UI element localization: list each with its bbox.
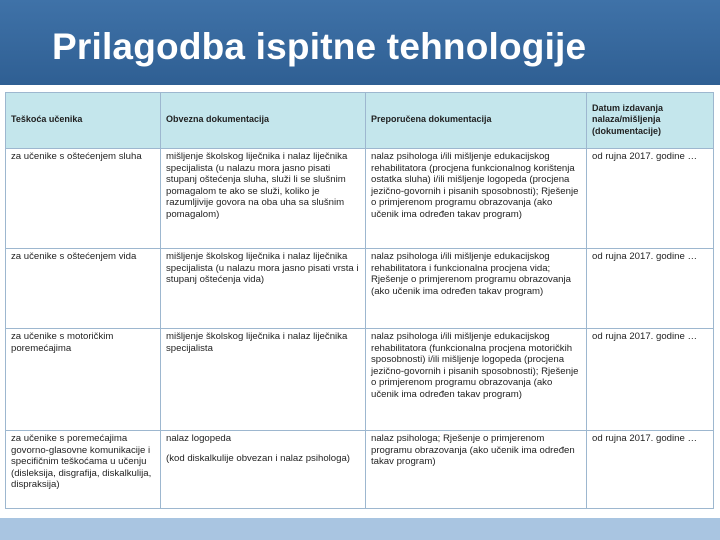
cell-mandatory (161, 431, 366, 509)
header-recommended: Preporučena dokumentacija (366, 93, 587, 149)
cell-recommended: nalaz psihologa i/ili mišljenje edukacijskog rehabilitatora (funkcionalna procjena motoričkih sposobnosti) i/ili mišljenje logopeda (procjena jezično-govornih i pisanih sposobnosti); Rješenje o primjerenom programu obrazovanja (ako učenik ima određen takav program) (366, 329, 587, 431)
slide-title: Prilagodba ispitne tehnologije (52, 26, 587, 67)
header-mandatory: Obvezna dokumentacija (161, 93, 366, 149)
cell-recommended: nalaz psihologa; Rješenje o primjerenom programu obrazovanja (ako učenik ima određen takav program) (366, 431, 587, 509)
cell-recommended: nalaz psihologa i/ili mišljenje edukacijskog rehabilitatora i funkcionalna procjena vida; Rješenje o primjerenom programu obrazovanja (ako učenik ima određen takav program) (366, 249, 587, 329)
cell-mandatory-note: (kod diskalkulije obvezan i nalaz psihologa) (166, 452, 350, 464)
cell-mandatory: mišljenje školskog liječnika i nalaz liječnika specijalista (u nalazu mora jasno pisati stupanj oštećenja sluha, služi li se slušnim pomagalom te ako se služi, koliko je razumljivije govora na oba uha sa slušnim pomagalom) (161, 149, 366, 249)
header-date: Datum izdavanja nalaza/mišljenja (dokumentacije) (587, 93, 714, 149)
table-row (6, 249, 714, 329)
cell-date: od rujna 2017. godine … (587, 329, 714, 431)
cell-difficulty: za učenike s poremećajima govorno-glasovne komunikacije i specifičnim teškoćama u učenju (disleksija, disgrafija, diskalkulija, dispraksija) (6, 431, 161, 509)
cell-recommended: nalaz psihologa i/ili mišljenje edukacijskog rehabilitatora (procjena funkcionalnog korištenja ostatka sluha) i/ili mišljenje logopeda (procjena jezično-govornih i pisanih sposobnosti); Rješenje o primjerenom programu obrazovanja (ako učenik ima određen takav program) (366, 149, 587, 249)
cell-date: od rujna 2017. godine … (587, 249, 714, 329)
cell-mandatory-main: nalaz logopeda (166, 433, 232, 444)
cell-difficulty: za učenike s motoričkim poremećajima (6, 329, 161, 431)
table-row (6, 431, 714, 509)
cell-date: od rujna 2017. godine … (587, 149, 714, 249)
footer-bar (0, 518, 720, 540)
documentation-table (5, 92, 714, 509)
cell-difficulty: za učenike s oštećenjem sluha (6, 149, 161, 249)
table-row (6, 149, 714, 249)
table-row (6, 329, 714, 431)
header-difficulty: Teškoća učenika (6, 93, 161, 149)
cell-difficulty: za učenike s oštećenjem vida (6, 249, 161, 329)
cell-date: od rujna 2017. godine … (587, 431, 714, 509)
cell-mandatory: mišljenje školskog liječnika i nalaz liječnika specijalista (161, 329, 366, 431)
title-bar (0, 0, 720, 85)
table-header-row (6, 93, 714, 149)
cell-mandatory: mišljenje školskog liječnika i nalaz liječnika specijalista (u nalazu mora jasno pisati vrsta i stupanj oštećenja vida) (161, 249, 366, 329)
